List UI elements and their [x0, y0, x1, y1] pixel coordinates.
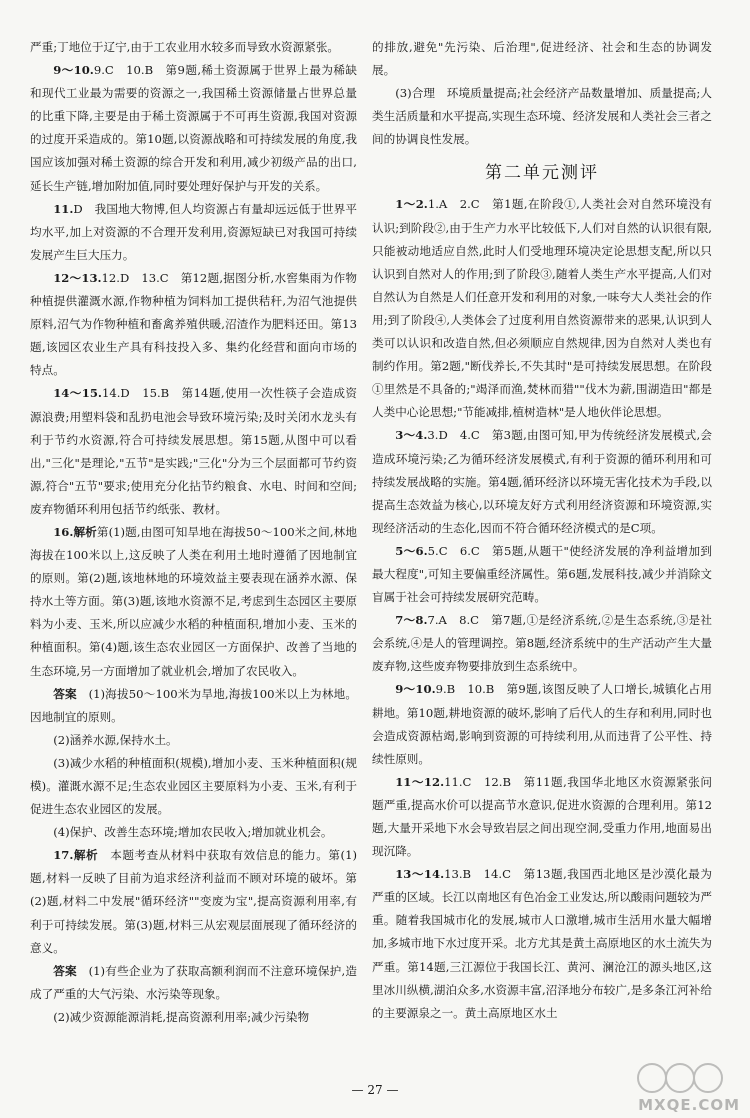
answer-12-13: 12～13.12.D 13.C 第12题,据图分析,水窖集雨为作物种植提供灌溉水源,作物种植为饲料加工提供秸秆,为沼气池提供原料,沼气为作物种植和畜禽养殖供暖,沼渣作为肥料还田。第13题,该园区农业生产具有科技投入多、集约化经营和面向市场的特点。 [30, 270, 357, 378]
answer-9-10: 9～10.9.B 10.B 第9题,该图反映了人口增长,城镇化占用耕地。第10题,耕地资源的破坏,影响了后代人的生存和利用,同时也会造成资源枯竭,影响到资源的可持续利用,从而违背了公平性、持续性原则。 [372, 682, 712, 766]
left-column [30, 36, 357, 1029]
answer-13-14: 13～14.13.B 14.C 第13题,我国西北地区是沙漠化最为严重的区域。长江以南地区有色冶金工业发达,所以酸雨问题较为严重。随着我国城市化的发展,城市人口激增,城市生活用水量大幅增加,多城市地下水过度开采。北方尤其是黄土高原地区的水土流失为严重。第14题,三江源位于我国长江、黄河、澜沧江的源头地区,这里冰川纵横,湖泊众多,水资源丰富,沼泽地分布较广,是多条江河补给的主要源泉之一。黄土高原地区水土 [372, 867, 712, 1020]
answer-16-answer-1: 答案 (1)海拔50～100米为旱地,海拔100米以上为林地。因地制宜的原则。 [30, 686, 357, 724]
watermark-logo [620, 1060, 740, 1114]
answer-7-8: 7～8.7.A 8.C 第7题,①是经济系统,②是生态系统,③是社会系统,④是人的管理调控。第8题,经济系统中的生产活动产生大量废弃物,这些废弃物要排放到生态系统中。 [372, 613, 712, 674]
answer-17-answer-1: 答案 (1)有些企业为了获取高额利润而不注意环境保护,造成了严重的大气污染、水污染等现象。 [30, 963, 357, 1001]
answer-16-answer-4: (4)保护、改善生态环境;增加农民收入;增加就业机会。 [53, 825, 333, 840]
section-title: 第二单元测评 [485, 163, 599, 184]
answer-17-answer-2: (2)减少资源能源消耗,提高资源利用率;减少污染物 [53, 1009, 310, 1024]
answer-17-answer-3: (3)合理 环境质量提高;社会经济产品数量增加、质量提高;人类生活质量和水平提高,实现生态环境、经济发展和人类社会三者之间的协调良性发展。 [372, 86, 712, 147]
answer-5-6: 5～6.5.C 6.C 第5题,从题干"使经济发展的净利益增加到最大程度",可知主要偏重经济属性。第6题,发展科技,减少并消除文盲属于社会可持续发展研究范畴。 [372, 543, 713, 605]
paragraph: 的排放,避免"先污染、后治理",促进经济、社会和生态的协调发展。 [372, 40, 712, 78]
right-column [372, 36, 712, 1025]
answer-3-4: 3～4.3.D 4.C 第3题,由图可知,甲为传统经济发展模式,会造成环境污染;乙为循环经济发展模式,有利于资源的循环利用和可持续发展战略的实施。第4题,循环经济以环境无害化技术为手段,以提高生态效益为核心,以环境友好方式利用经济资源和环境资源,实现经济活动的生态化,因而不符合循环经济模式的是C项。 [372, 428, 712, 535]
answer-11-12: 11～12.11.C 12.B 第11题,我国华北地区水资源紧张问题严重,提高水价可以提高节水意识,促进水资源的合理利用。第12题,大量开采地下水会导致岩层之间出现空洞,受重力作用,地面易出现沉降。 [372, 774, 712, 859]
answer-16-analysis: 16.解析第(1)题,由图可知旱地在海拔50～100米之间,林地海拔在100米以上,这反映了人类在利用土地时遵循了因地制宜的原则。第(2)题,该地林地的环境效益主要表现在涵养水源、保持水土等方面。第(3)题,该地水资源不足,考虑到生态园区主要原料为小麦、玉米,所以应减少水稻的种植面积,增加小麦、玉米的种植面积。第(4)题,该生态农业园区一方面保护、改善了当地的生态环境,另一方面增加了就业机会,增加了农民收入。 [30, 524, 357, 678]
answer-1-2: 1～2.1.A 2.C 第1题,在阶段①,人类社会对自然环境没有认识;到阶段②,由于生产力水平比较低下,人们对自然的认识很有限,只能被动地适应自然,此时人们受地理环境决定论思想支配,所以只认识到自然对人的作用;到了阶段③,随着人类生产水平提高,人们对自然认为自然是人们任意开发和利用的对象,一味夸大人类社会的作用;到了阶段④,人类体会了过度利用自然资源带来的恶果,认识到人类可以认识和改造自然,但必须顺应自然规律,因为自然对人类也有制约作用。第2题,"断伐养长,不失其时"是可持续发展思想。在阶段①里然是不具备的;"竭泽而渔,焚林而猎""伐木为薪,围湖造田"都是人类中心论思想;"节能减排,植树造林"是人地伙伴论思想。 [372, 197, 712, 420]
paragraph: 严重;丁地位于辽宁,由于工农业用水较多而导致水资源紧张。 [30, 40, 340, 54]
watermark-text: MXQE.COM [638, 1096, 740, 1114]
answer-17-analysis: 17.解析 本题考查从材料中获取有效信息的能力。第(1)题,材料一反映了目前为追求经济利益而不顾对环境的破坏。第(2)题,材料二中发展"循环经济""变废为宝",提高资源利用率,有利于可持续发展。第(3)题,材料三从宏观层面展现了循环经济的意义。 [30, 848, 357, 955]
answer-9-10: 9～10.9.C 10.B 第9题,稀土资源属于世界上最为稀缺和现代工业最为需要的资源之一,我国稀土资源储量占世界总量的比重下降,主要是由于稀土资源属于不可再生资源,我国对资源的过度开采造成的。第10题,以资源战略和可持续发展的角度,我国应该加强对稀土资源的综合开发和利用,减少初级产品的出口,延长生产链,增加附加值,同时要处理好保护与开发的关系。 [30, 63, 358, 193]
answer-16-answer-2: (2)涵养水源,保持水土。 [53, 732, 178, 747]
answer-11: 11.D 我国地大物博,但人均资源占有量却远远低于世界平均水平,加上对资源的不合理开发利用,资源短缺已对我国可持续发展产生巨大压力。 [30, 201, 357, 262]
answer-16-answer-3: (3)减少水稻的种植面积(规模),增加小麦、玉米种植面积(规模)。灌溉水源不足;生态农业园区主要原料为小麦、玉米,有利于促进生态农业园区的发展。 [30, 755, 357, 817]
answer-14-15: 14～15.14.D 15.B 第14题,使用一次性筷子会造成资源浪费;用塑料袋和乱扔电池会导致环境污染;及时关闭水龙头有利于节约水资源,符合可持续发展思想。第15题,从图中可以看出,"三化"是理论,"五节"是实践;"三化"分为三个层面都可节约资源,符合"五节"要求;使用充分化拈节约粮食、水电、时间和空间;废弃物循环利用包括节约纸张、教材。 [30, 386, 357, 516]
page-number: — 27 — [351, 1083, 399, 1097]
